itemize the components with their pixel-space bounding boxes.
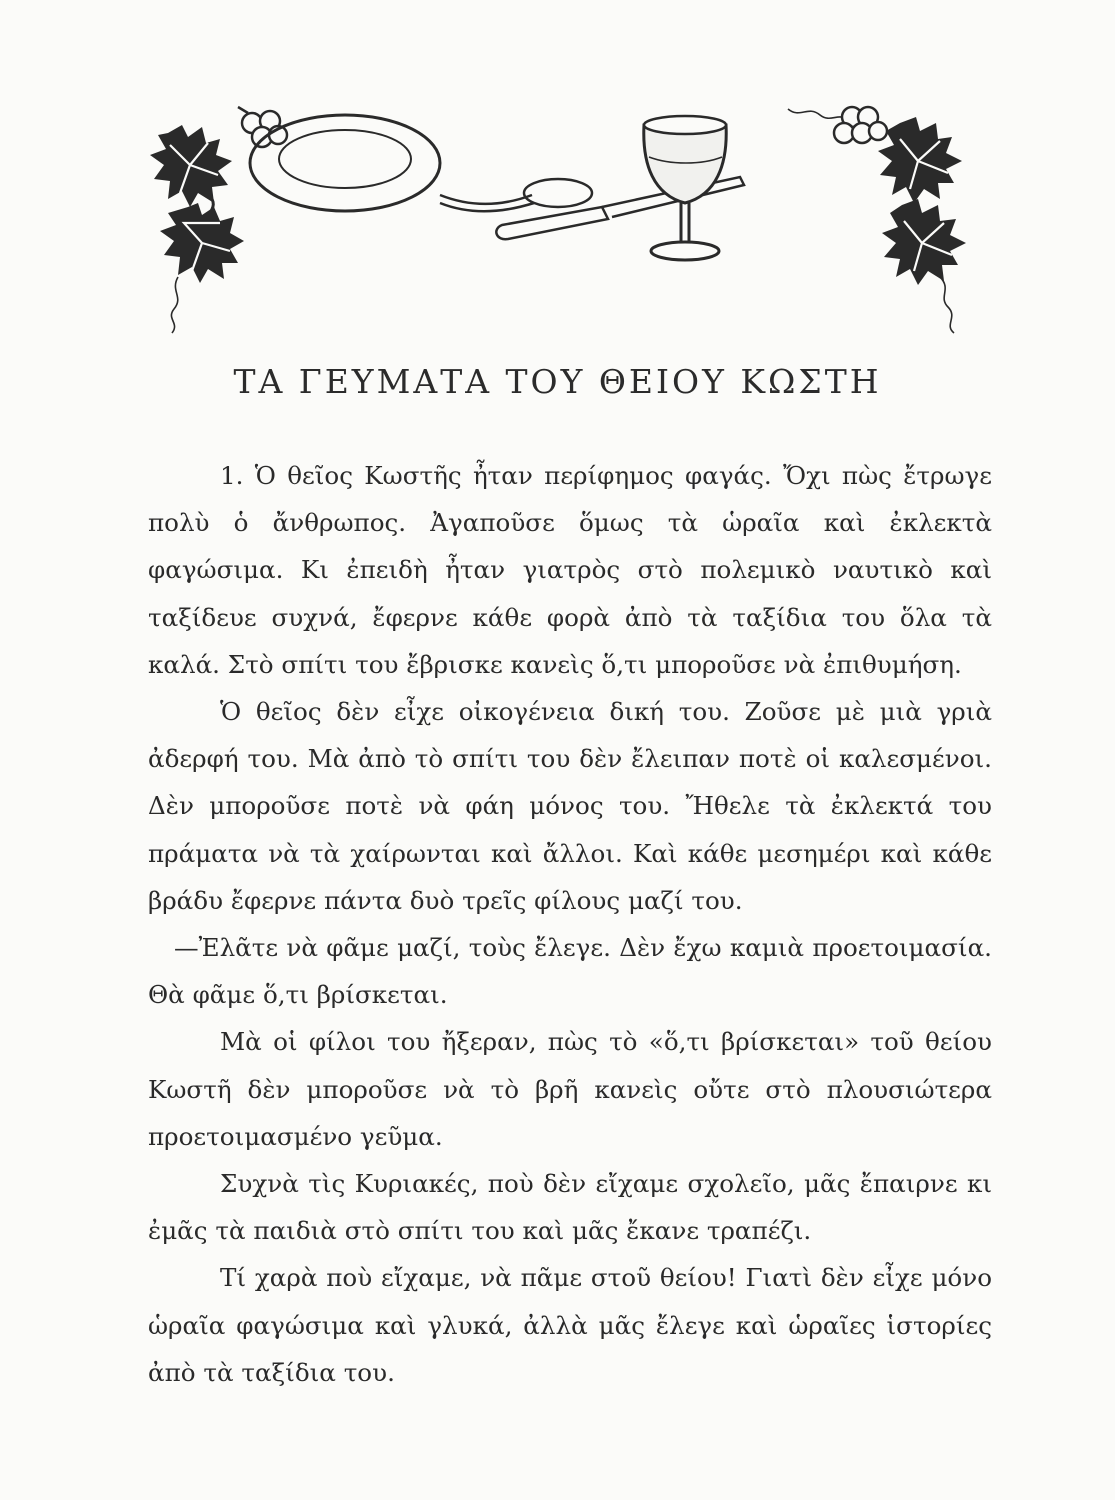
spoon-icon	[440, 179, 592, 211]
paragraph: Ὁ θεῖος δὲν εἶχε οἰκογένεια δική του. Ζοῦσε μὲ μιὰ γριὰ ἀδερφή του. Μὰ ἀπὸ τὸ σπίτι του δὲν ἔλειπαν ποτὲ οἱ καλεσμένοι. Δὲν μποροῦσε ποτὲ νὰ φάη μόνος του. Ἤθελε τὰ ἐκλεκτά του πράματα νὰ τὰ χαίρωνται καὶ ἄλλοι. Καὶ κάθε μεσημέρι καὶ κάθε βράδυ ἔφερνε πάντα δυὸ τρεῖς φίλους μαζί του.	[148, 697, 992, 915]
paragraph: Τί χαρὰ ποὺ εἴχαμε, νὰ πᾶμε στοῦ θείου! Γιατὶ δὲν εἶχε μόνο ὡραῖα φαγώσιμα καὶ γλυκά, ἀλλὰ μᾶς ἔλεγε καὶ ὡραῖες ἱστορίες ἀπὸ τὰ ταξίδια του.	[148, 1263, 992, 1387]
story-text	[148, 452, 992, 1396]
plate-icon	[250, 115, 440, 211]
dialogue-paragraph: —Ἐλᾶτε νὰ φᾶμε μαζί, τοὺς ἔλεγε. Δὲν ἔχω καμιὰ προετοιμασία. Θὰ φᾶμε ὅ,τι βρίσκεται.	[148, 933, 992, 1010]
page-title: ΤΑ ΓΕΥΜΑΤΑ ΤΟΥ ΘΕΙΟΥ ΚΩΣΤΗ	[233, 362, 882, 401]
paragraph: 1. Ὁ θεῖος Κωστῆς ἦταν περίφημος φαγάς. Ὄχι πὼς ἔτρωγε πολὺ ὁ ἄνθρωπος. Ἀγαποῦσε ὅμως τὰ ὡραῖα καὶ ἐκλεκτὰ φαγώσιμα. Κι ἐπειδὴ ἦταν γιατρὸς στὸ πολεμικὸ ναυτικὸ καὶ ταξίδευε συχνά, ἔφερνε κάθε φορὰ ἀπὸ τὰ ταξίδια του ὅλα τὰ καλά. Στὸ σπίτι του ἔβρισκε κανεὶς ὅ,τι μποροῦσε νὰ ἐπιθυμήση.	[148, 461, 992, 679]
wine-glass-icon	[644, 116, 726, 260]
paragraph: Μὰ οἱ φίλοι του ἤξεραν, πὼς τὸ «ὅ,τι βρίσκεται» τοῦ θείου Κωστῆ δὲν μποροῦσε νὰ τὸ βρῆ κανεὶς οὔτε στὸ πλουσιώτερα προετοιμασμένο γεῦμα.	[148, 1027, 992, 1151]
grape-leaf-left-icon	[150, 125, 244, 333]
header-illustration	[140, 95, 980, 340]
paragraph: Συχνὰ τὶς Κυριακές, ποὺ δὲν εἴχαμε σχολεῖο, μᾶς ἔπαιρνε κι ἐμᾶς τὰ παιδιὰ στὸ σπίτι του καὶ μᾶς ἔκανε τραπέζι.	[148, 1169, 992, 1246]
grapes-right-icon	[788, 107, 887, 143]
grape-leaf-right-icon	[878, 117, 966, 333]
